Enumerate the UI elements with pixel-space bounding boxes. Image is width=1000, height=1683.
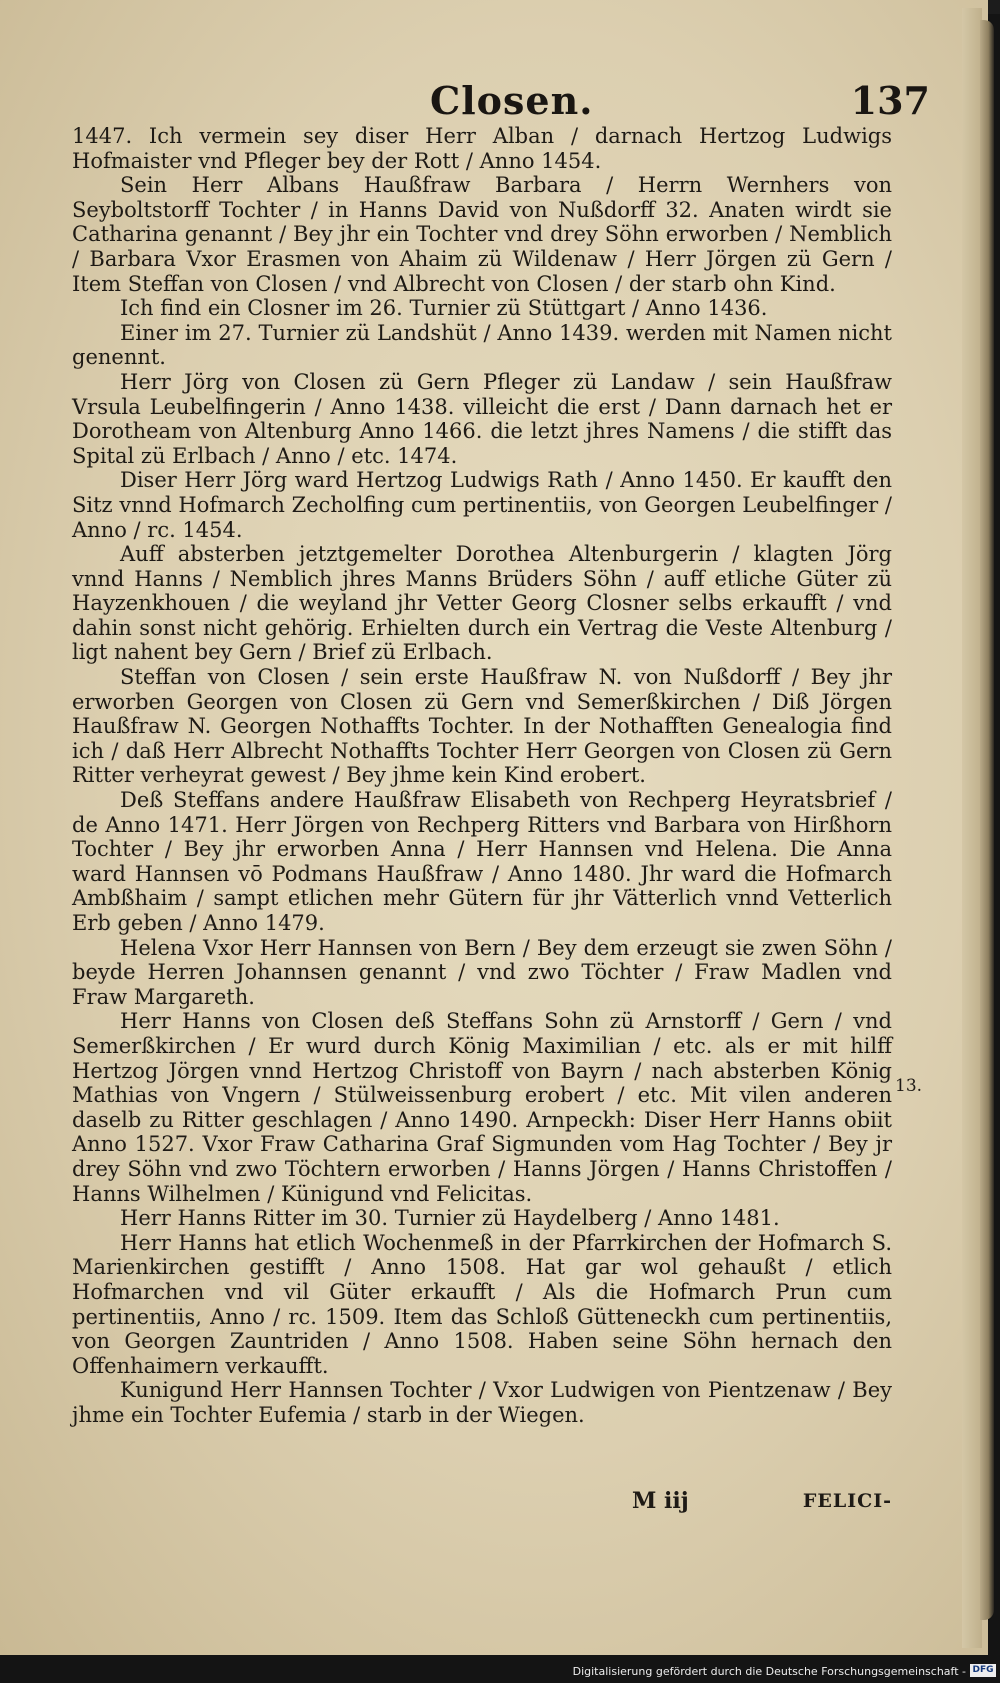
paragraph: Deß Steffans andere Haußfraw Elisabeth von Rechperg Heyratsbrief / de Anno 1471. Herr Jörgen von Rechperg Ritters vnd Barbara von Hirßhorn Tochter / Bey jhr erworben Anna / Herr Hannsen vnd Helena. Die Anna ward Hannsen vō Podmans Haußfraw / Anno 1480. Jhr ward die Hofmarch Ambßhaim / sampt etlichen mehr Gütern für jhr Vätterlich vnnd Vetterlich Erb geben / Anno 1479. <box>72 788 892 935</box>
dfg-logo-icon: DFG <box>970 1664 996 1677</box>
paragraph: Einer im 27. Turnier zü Landshüt / Anno 1439. werden mit Namen nicht genennt. <box>72 320 892 370</box>
paragraph: Kunigund Herr Hannsen Tochter / Vxor Ludwigen von Pientzenaw / Bey jhme ein Tochter Eufemia / starb in der Wiegen. <box>72 1378 892 1427</box>
paragraph: Herr Jörg von Closen zü Gern Pfleger zü Landaw / sein Haußfraw Vrsula Leubelfingerin / Anno 1438. villeicht die erst / Dann darnach het er Dorotheam von Altenburg Anno 1466. die letzt jhres Namens / die stifft das Spital zü Erlbach / Anno / etc. 1474. <box>72 369 892 468</box>
paragraph: Diser Herr Jörg ward Hertzog Ludwigs Rath / Anno 1450. Er kaufft den Sitz vnnd Hofmarch Zecholfing cum pertinentiis, von Georgen Leubelfinger / Anno / rc. 1454. <box>72 468 892 542</box>
paragraph: 1447. Ich vermein sey diser Herr Alban / darnach Hertzog Ludwigs Hofmaister vnd Pfleger bey der Rott / Anno 1454. <box>72 124 892 173</box>
paragraph: Steffan von Closen / sein erste Haußfraw N. von Nußdorff / Bey jhr erworben Georgen von Closen zü Gern vnd Semerßkirchen / Diß Jörgen Haußfraw N. Georgen Nothaffts Tochter. In der Nothafften Genealogia find ich / daß Herr Albrecht Nothaffts Tochter Herr Georgen von Closen zü Gern Ritter verheyrat gewest / Bey jhme kein Kind erobert. <box>72 665 892 788</box>
paragraph: Herr Hanns von Closen deß Steffans Sohn zü Arnstorff / Gern / vnd Semerßkirchen / Er wurd durch König Maximilian / etc. als er mit hilff Hertzog Jörgen vnnd Hertzog Christoff von Bayrn / nach absterben König Mathias von Vngern / Stülweissenburg erobert / etc. Mit vilen anderen daselb zu Ritter geschlagen / Anno 1490. Arnpeckh: Diser Herr Hanns obiit Anno 1527. Vxor Fraw Catharina Graf Sigmunden vom Hag Tochter / Bey jr drey Söhn vnd zwo Töchtern erworben / Hanns Jörgen / Hanns Christoffen / Hanns Wilhelmen / Künigund vnd Felicitas. <box>72 1009 892 1206</box>
credit-bar <box>0 1660 1000 1683</box>
paragraph: Sein Herr Albans Haußfraw Barbara / Herrn Wernhers von Seyboltstorff Tochter / in Hanns David von Nußdorff 32. Anaten wirdt sie Catharina genannt / Bey jhr ein Tochter vnd drey Söhn erworben / Nemblich / Barbara Vxor Erasmen von Ahaim zü Wildenaw / Herr Jörgen zü Gern / Item Steffan von Closen / vnd Albrecht von Closen / der starb ohn Kind. <box>72 173 892 296</box>
credit-text: Digitalisierung gefördert durch die Deutsche Forschungsgemeinschaft - <box>572 1665 966 1678</box>
paragraph: Herr Hanns hat etlich Wochenmeß in der Pfarrkirchen der Hofmarch S. Marienkirchen gestifft / Anno 1508. Hat gar wol gehaußt / etlich Hofmarchen vnd vil Güter erkaufft / Als die Hofmarch Prun cum pertinentiis, Anno / rc. 1509. Item das Schloß Gütteneckh cum pertinentiis, von Georgen Zauntriden / Anno 1508. Haben seine Söhn hernach den Offenhaimern verkaufft. <box>72 1230 892 1378</box>
paragraph: Herr Hanns Ritter im 30. Turnier zü Haydelberg / Anno 1481. <box>120 1206 780 1231</box>
paragraph: Ich find ein Closner im 26. Turnier zü Stüttgart / Anno 1436. <box>120 296 768 321</box>
paragraph: Helena Vxor Herr Hannsen von Bern / Bey dem erzeugt sie zwen Söhn / beyde Herren Johannsen genannt / vnd zwo Töchter / Fraw Madlen vnd Fraw Margareth. <box>72 935 892 1009</box>
signature-mark: M iij <box>632 1488 689 1514</box>
catchword: FELICI- <box>802 1490 892 1512</box>
page-edge <box>980 20 994 1620</box>
page-edge-inner <box>962 8 982 1648</box>
page-footer <box>72 1488 892 1518</box>
page-number: 137 <box>850 78 930 123</box>
margin-note: 13. <box>895 1076 923 1096</box>
text-block <box>72 124 892 1427</box>
running-head: Closen. <box>430 78 594 123</box>
paragraph: Auff absterben jetztgemelter Dorothea Altenburgerin / klagten Jörg vnnd Hanns / Nemblich jhres Manns Brüders Söhn / auff etliche Güter zü Hayzenkhouen / die weyland jhr Vetter Georg Closner selbs erkaufft / vnd dahin sonst nicht gehörig. Erhielten durch ein Vertrag die Veste Altenburg / ligt nahent bey Gern / Brief zü Erlbach. <box>72 542 892 665</box>
